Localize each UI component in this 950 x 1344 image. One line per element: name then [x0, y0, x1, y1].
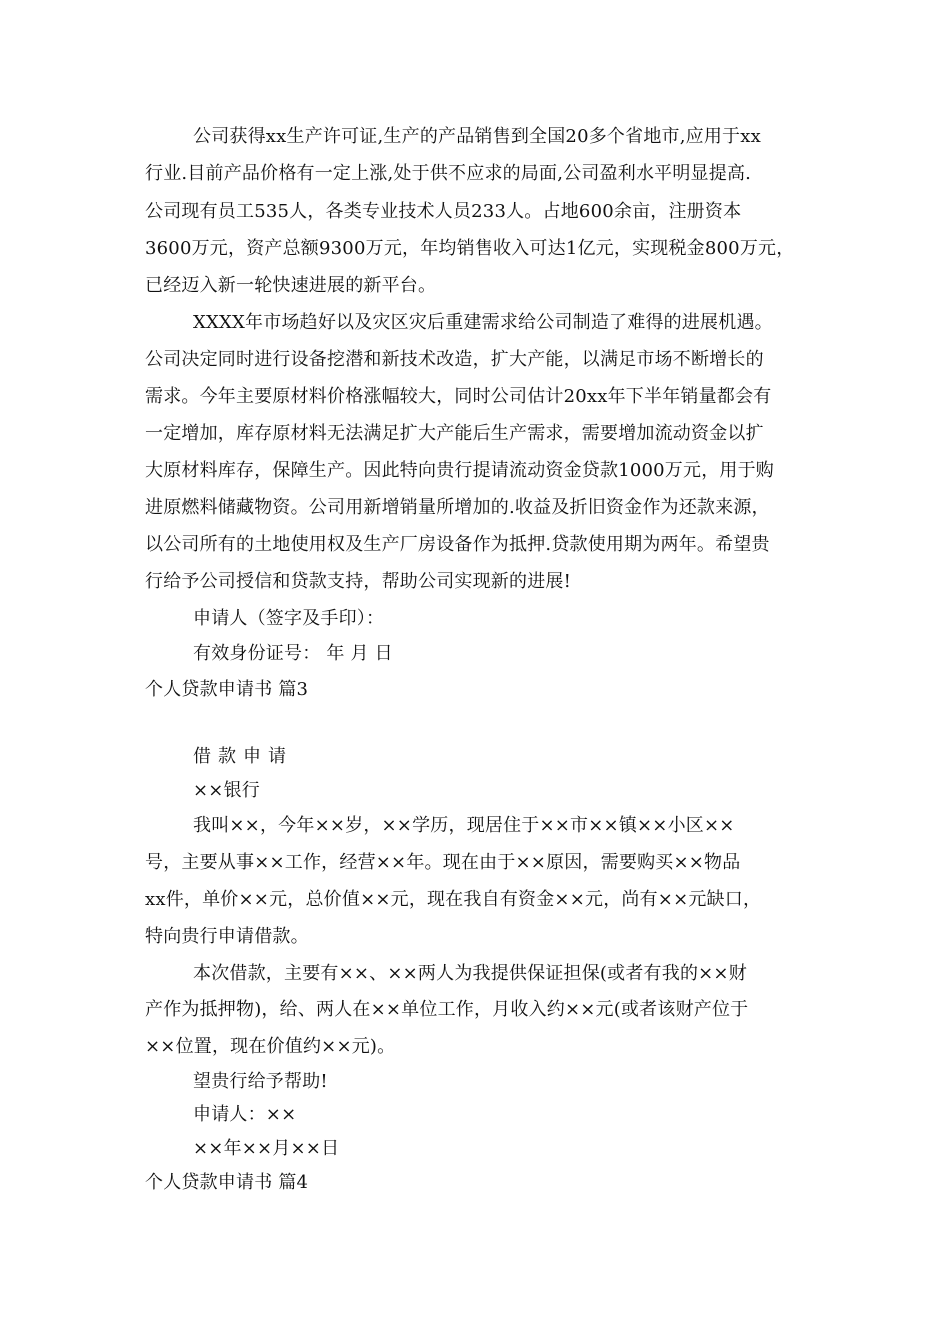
paragraph-line: 特向贵行申请借款。 [145, 926, 309, 947]
letter-signature: 申请人：×× [193, 1104, 297, 1125]
id-number-line: 有效身份证号： 年 月 日 [193, 643, 393, 664]
letter-closing: 望贵行给予帮助! [193, 1071, 328, 1092]
paragraph-line: 行给予公司授信和贷款支持，帮助公司实现新的进展! [145, 571, 572, 592]
paragraph-line: 公司决定同时进行设备挖潜和新技术改造，扩大产能，以满足市场不断增长的 [145, 349, 764, 370]
paragraph-line: 号，主要从事××工作，经营××年。现在由于××原因，需要购买××物品 [145, 852, 741, 873]
paragraph-line: 已经迈入新一轮快速进展的新平台。 [145, 275, 437, 296]
paragraph-line: 以公司所有的土地使用权及生产厂房设备作为抵押.贷款使用期为两年。希望贵 [145, 534, 770, 555]
letter-date: ××年××月××日 [193, 1138, 340, 1159]
paragraph-line: 我叫××，今年××岁，××学历，现居住于××市××镇××小区×× [193, 815, 735, 836]
paragraph-line: 产作为抵押物)，给、两人在××单位工作，月收入约××元(或者该财产位于 [145, 999, 749, 1020]
paragraph-line: 大原材料库存，保障生产。因此特向贵行提请流动资金贷款1000万元，用于购 [145, 460, 775, 481]
letter-title: 借款申请 [193, 746, 293, 767]
paragraph-line: xx件，单价××元，总价值××元，现在我自有资金××元，尚有××元缺口， [145, 889, 762, 910]
applicant-signature-line: 申请人（签字及手印）： [193, 608, 385, 629]
paragraph-line: 本次借款，主要有××、××两人为我提供保证担保(或者有我的××财 [193, 963, 747, 984]
section-heading: 个人贷款申请书 篇3 [145, 679, 309, 700]
paragraph-line: 行业.目前产品价格有一定上涨,处于供不应求的局面,公司盈利水平明显提高. [145, 163, 752, 184]
paragraph-line: 公司获得xx生产许可证,生产的产品销售到全国20多个省地市,应用于xx [193, 126, 761, 147]
paragraph-line: XXXX年市场趋好以及灾区灾后重建需求给公司制造了难得的进展机遇。 [193, 312, 773, 333]
section-heading: 个人贷款申请书 篇4 [145, 1172, 309, 1193]
letter-recipient: ××银行 [193, 780, 260, 801]
paragraph-line: 进原燃料储藏物资。公司用新增销量所增加的.收益及折旧资金作为还款来源， [145, 497, 770, 518]
paragraph-line: 需求。今年主要原材料价格涨幅较大，同时公司估计20xx年下半年销量都会有 [145, 386, 772, 407]
paragraph-line: ××位置，现在价值约××元)。 [145, 1036, 396, 1057]
paragraph-line: 一定增加，库存原材料无法满足扩大产能后生产需求，需要增加流动资金以扩 [145, 423, 764, 444]
paragraph-line: 3600万元，资产总额9300万元，年均销售收入可达1亿元，实现税金800万元， [145, 238, 795, 259]
paragraph-line: 公司现有员工535人，各类专业技术人员233人。占地600余亩，注册资本 [145, 201, 742, 222]
